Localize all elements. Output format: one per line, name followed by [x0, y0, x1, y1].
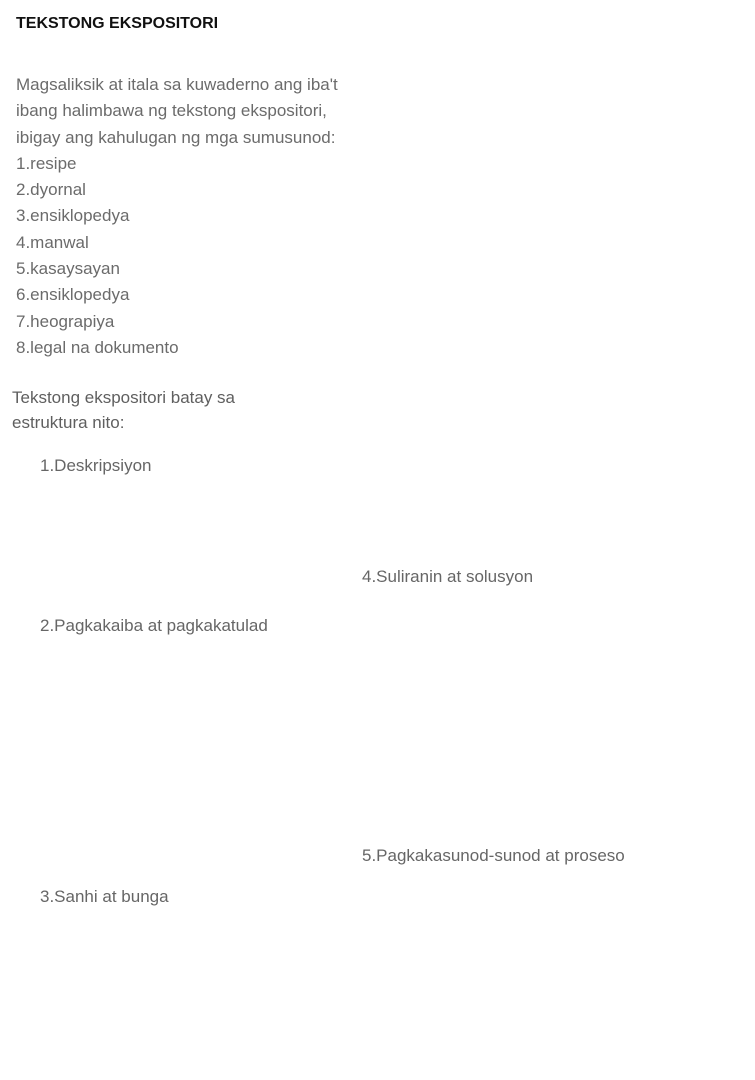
list-item: 6.ensiklopedya: [16, 285, 130, 305]
list-item: 2.dyornal: [16, 180, 86, 200]
list-item: 5.kasaysayan: [16, 259, 120, 279]
list-item: 1.resipe: [16, 153, 77, 173]
structure-item-5: 5.Pagkakasunod-sunod at proseso: [362, 846, 625, 865]
structure-item-4: 4.Suliranin at solusyon: [362, 567, 534, 586]
list-item: 3.ensiklopedya: [16, 206, 130, 226]
structure-item-1: 1.Deskripsiyon: [40, 456, 152, 475]
instructions-list: [16, 72, 338, 361]
instruction-line: Magsaliksik at itala sa kuwaderno ang iba't: [16, 75, 338, 94]
structure-heading-line: Tekstong ekspositori batay sa: [12, 388, 236, 407]
list-item: 4.manwal: [16, 232, 89, 252]
instruction-line: ibang halimbawa ng tekstong ekspositori,: [16, 101, 327, 121]
structure-heading-line: estruktura nito:: [12, 413, 125, 432]
list-item: 7.heograpiya: [16, 311, 115, 331]
structure-item-2: 2.Pagkakaiba at pagkakatulad: [40, 616, 268, 635]
instruction-line: ibigay ang kahulugan ng mga sumusunod:: [16, 127, 336, 147]
list-item: 8.legal na dokumento: [16, 337, 179, 357]
structure-heading: [12, 385, 312, 435]
structure-item-3: 3.Sanhi at bunga: [40, 887, 169, 906]
page-title: TEKSTONG EKSPOSITORI: [16, 15, 219, 32]
